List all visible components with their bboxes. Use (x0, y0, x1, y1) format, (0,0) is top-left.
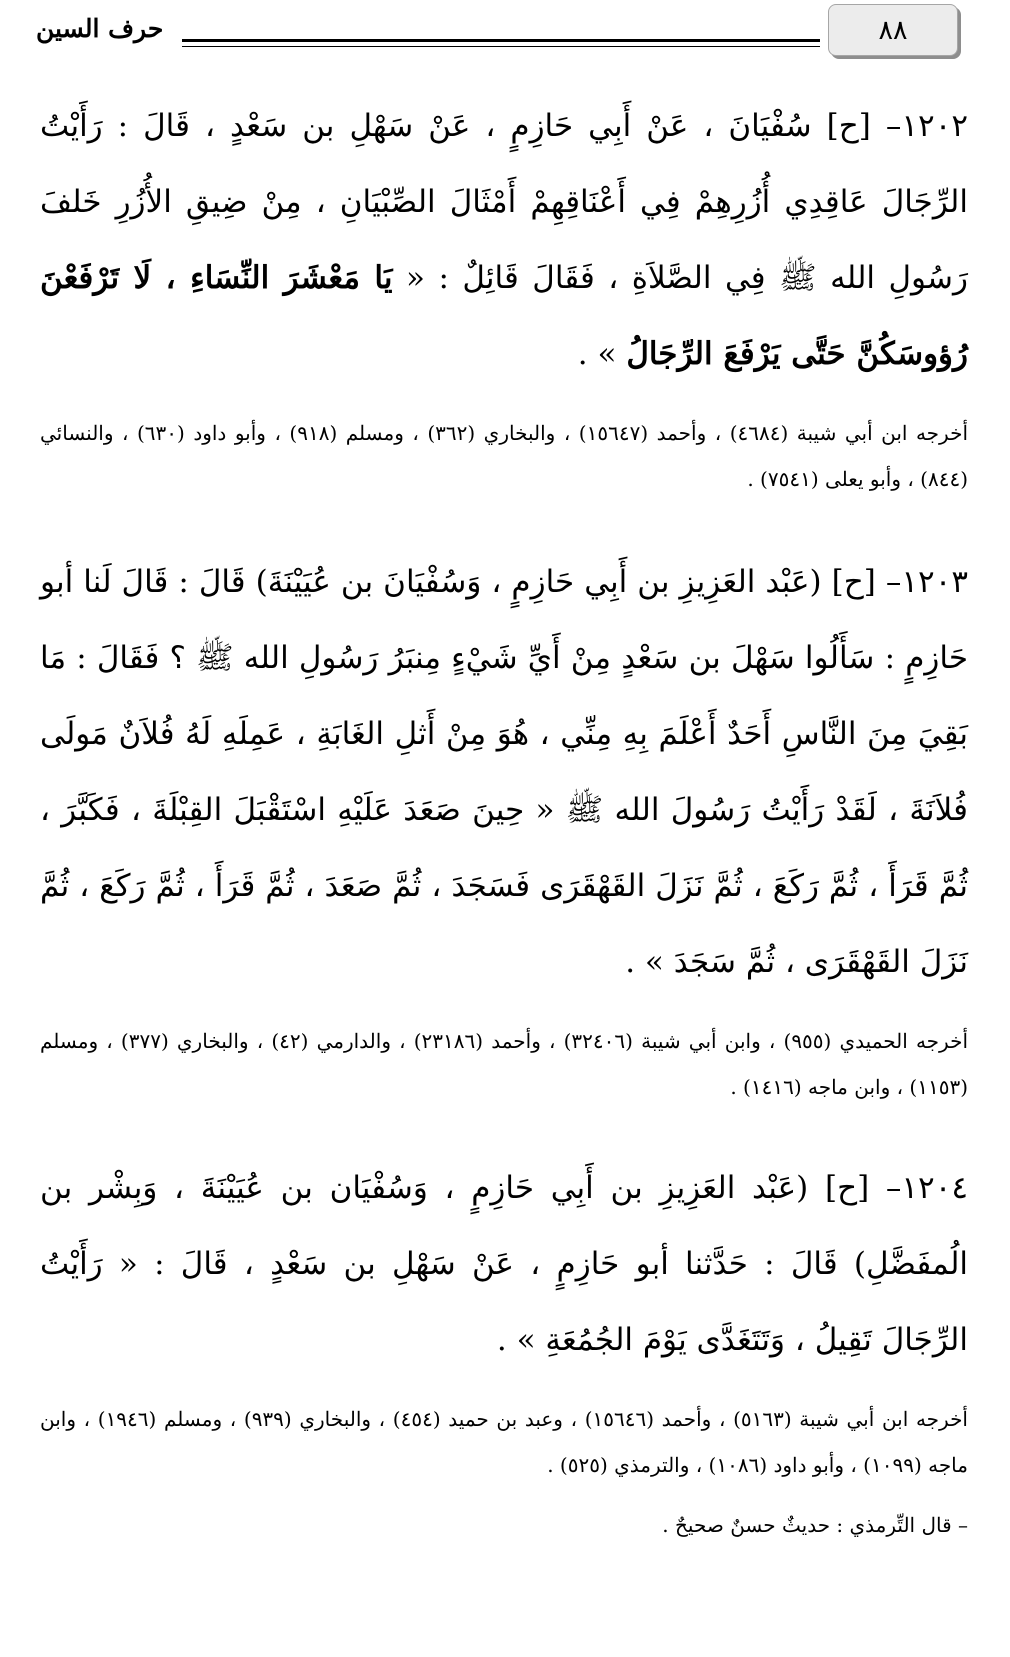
hadith-text: – [ح] سُفْيَانَ ، عَنْ أَبِي حَازِمٍ ، عَنْ سَهْلِ بن سَعْدٍ ، قَالَ : رَأَيْتُ الرِّجَالَ عَاقِدِي أُزُرِهِمْ فِي أَعْنَاقِهِمْ أَمْثَالَ الصِّبْيَانِ ، مِنْ ضِيقِ الأُزُرِ خَلفَ رَسُولِ الله ﷺ فِي الصَّلاَةِ ، فَقَالَ قَائِلٌ : « (40, 108, 968, 296)
page-content (40, 88, 968, 1548)
hadith-number: ١٢٠٣ (901, 564, 968, 600)
hadith-1203 (40, 544, 968, 1000)
hadith-text: – [ح] (عَبْد العَزِيزِ بن أَبِي حَازِمٍ ، وَسُفْيَان بن عُيَيْنَةَ ، وَبِشْر بن الُمفَضَّلِ) قَالَ : حَدَّثنا أبو حَازِمٍ ، عَنْ سَهْلِ بن سَعْدٍ ، قَالَ : « رَأَيْتُ الرِّجَالَ تَقِيلُ ، وَتَتَغَدَّى يَوْمَ الجُمُعَةِ » . (40, 1170, 968, 1358)
page-header (0, 0, 1010, 70)
page-number: ٨٨ (828, 4, 958, 56)
header-rule-thick (182, 39, 820, 42)
hadith-text: – [ح] (عَبْد العَزِيزِ بن أَبِي حَازِمٍ ، وَسُفْيَانَ بن عُيَيْنَةَ) قَالَ : قَالَ لَنا أبو حَازِمٍ : سَأَلُوا سَهْلَ بن سَعْدٍ مِنْ أَيِّ شَيْءٍ مِنبَرُ رَسُولِ الله ﷺ ؟ فَقَالَ : مَا بَقِيَ مِنَ النَّاسِ أَحَدٌ أَعْلَمَ بِهِ مِنِّي ، هُوَ مِنْ أَثلِ الغَابَةِ ، عَمِلَهِ لَهُ فُلاَنٌ مَولَى فُلاَنَةَ ، لَقَدْ رَأَيْتُ رَسُولَ الله ﷺ « حِينَ صَعَدَ عَلَيْهِ اسْتَقْبَلَ القِبْلَةَ ، فَكَبَّرَ ، ثُمَّ قَرَأَ ، ثُمَّ رَكَعَ ، ثُمَّ نَزَلَ القَهْقَرَى فَسَجَدَ ، ثُمَّ صَعَدَ ، ثُمَّ قَرَأَ ، ثُمَّ رَكَعَ ، ثُمَّ نَزَلَ القَهْقَرَى ، ثُمَّ سَجَدَ » . (40, 564, 968, 980)
hadith-quote-bold: يَا مَعْشَرَ النِّسَاءِ ، لَا تَرْفَعْنَ رُؤوسَكُنَّ حَتَّى يَرْفَعَ الرِّجَالُ (40, 260, 968, 372)
hadith-text-end: » . (577, 336, 617, 372)
header-rule-thin (182, 46, 820, 47)
hadith-number: ١٢٠٤ (901, 1170, 968, 1206)
chapter-title: حرف السين (36, 14, 164, 43)
takhrij-1202: أخرجه ابن أبي شيبة (٤٦٨٤) ، وأحمد (١٥٦٤٧) ، والبخاري (٣٦٢) ، ومسلم (٩١٨) ، وأبو داود (٦٣٠) ، والنسائي (٨٤٤) ، وأبو يعلى (٧٥٤١) . (40, 421, 969, 491)
tirmidhi-note: – قال التِّرمذي : حديثٌ حسنٌ صحيحٌ . (662, 1513, 968, 1537)
hadith-1204 (40, 1150, 968, 1378)
hadith-number: ١٢٠٢ (901, 108, 968, 144)
takhrij-1204: أخرجه ابن أبي شيبة (٥١٦٣) ، وأحمد (١٥٦٤٦) ، وعبد بن حميد (٤٥٤) ، والبخاري (٩٣٩) ، ومسلم (١٩٤٦) ، وابن ماجه (١٠٩٩) ، وأبو داود (١٠٨٦) ، والترمذي (٥٢٥) . (40, 1407, 968, 1477)
takhrij-1203: أخرجه الحميدي (٩٥٥) ، وابن أبي شيبة (٣٢٤٠٦) ، وأحمد (٢٣١٨٦) ، والدارمي (٤٢) ، والبخاري (٣٧٧) ، ومسلم (١١٥٣) ، وابن ماجه (١٤١٦) . (40, 1029, 969, 1099)
hadith-1202 (40, 88, 968, 392)
